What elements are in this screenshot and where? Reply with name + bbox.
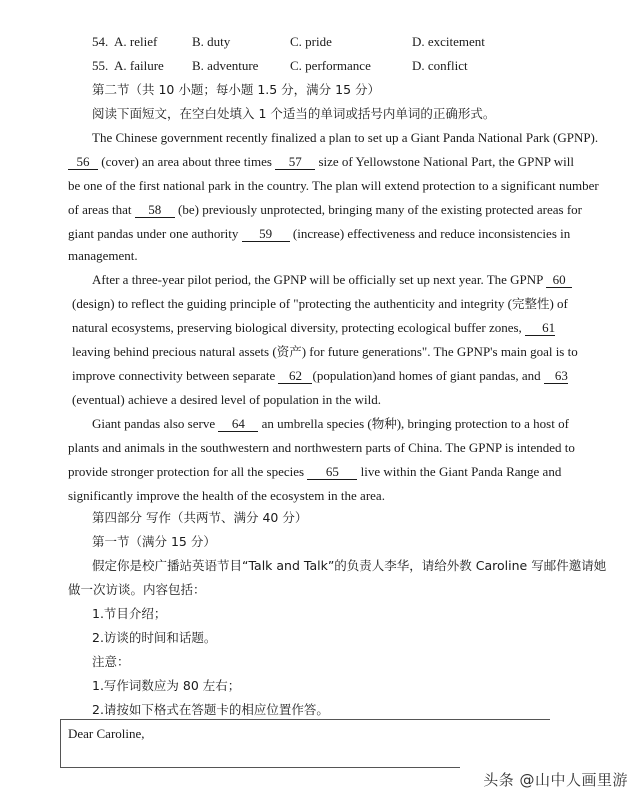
writing-task-line1: 假定你是校广播站英语节目“Talk and Talk”的负责人李华，请给外教 Caroline 写邮件邀请她 <box>92 558 607 573</box>
passage-p3-line2: plants and animals in the southwestern and northwestern parts of China. The GPNP is intended to <box>68 440 575 455</box>
writing-item-2: 2.访谈的时间和话题。 <box>92 630 217 645</box>
q54-option-b: B. duty <box>192 34 231 49</box>
passage-p3-line1: Giant pandas also serve 64 an umbrella species (物种), bringing protection to a host of <box>92 416 569 431</box>
watermark-text: 头条 @山中人画里游 <box>483 771 628 789</box>
passage-p2-line1: After a three-year pilot period, the GPNP will be officially set up next year. The GPNP 60 <box>92 270 572 290</box>
passage-p2-line3: natural ecosystems, preserving biological diversity, protecting ecological buffer zones, 61 <box>72 320 556 335</box>
writing-task-line2: 做一次访谈。内容包括： <box>68 582 206 597</box>
q55-option-b: B. adventure <box>192 58 259 73</box>
passage-p1-line1: The Chinese government recently finalized a plan to set up a Giant Panda National Park (GPNP). <box>92 130 599 145</box>
answer-box-top-border <box>60 719 550 720</box>
q55-option-a: A. failure <box>114 58 164 73</box>
writing-note-2: 2.请按如下格式在答题卡的相应位置作答。 <box>92 702 329 717</box>
blank-58[interactable]: 58 <box>135 202 175 218</box>
passage-p2-line5: improve connectivity between separate 62 (population)and homes of giant pandas, and 63 <box>72 368 568 383</box>
blank-60[interactable]: 60 <box>546 272 572 288</box>
passage-p1-line6: management. <box>68 248 138 263</box>
blank-62[interactable]: 62 <box>278 368 312 384</box>
answer-box-left-border <box>60 719 61 767</box>
passage-p2-line6: (eventual) achieve a desired level of population in the wild. <box>72 392 381 407</box>
part-4-heading: 第四部分 写作（共两节、满分 40 分） <box>92 510 308 525</box>
passage-p2-line2: (design) to reflect the guiding principle of "protecting the authenticity and integrity (完整性) of <box>72 296 568 311</box>
writing-item-1: 1.节目介绍； <box>92 606 167 621</box>
q54-number: 54. <box>92 34 109 49</box>
email-greeting: Dear Caroline, <box>68 726 145 741</box>
answer-box-bottom-border <box>60 767 460 768</box>
section-2-heading: 第二节（共 10 小题；每小题 1.5 分，满分 15 分） <box>92 82 381 97</box>
q55-option-d: D. conflict <box>412 58 468 73</box>
passage-p3-line3: provide stronger protection for all the species 65 live within the Giant Panda Range and <box>68 464 562 479</box>
passage-p1-line3: be one of the first national park in the country. The plan will extend protection to a significant number <box>68 178 599 193</box>
q54-option-d: D. excitement <box>412 34 485 49</box>
blank-61[interactable]: 61 <box>525 320 555 336</box>
section-2-instruction: 阅读下面短文，在空白处填入 1 个适当的单词或括号内单词的正确形式。 <box>92 106 496 121</box>
blank-56[interactable]: 56 <box>68 154 98 170</box>
q54-option-c: C. pride <box>290 34 332 49</box>
blank-59[interactable]: 59 <box>242 226 290 242</box>
q54-option-a: A. relief <box>114 34 158 49</box>
writing-note: 注意： <box>92 654 130 669</box>
blank-65[interactable]: 65 <box>307 464 357 480</box>
blank-57[interactable]: 57 <box>275 154 315 170</box>
passage-p2-line4: leaving behind precious natural assets (资产) for future generations". The GPNP's main goal is to <box>72 344 578 359</box>
q55-option-c: C. performance <box>290 58 371 73</box>
passage-p1-line4: of areas that 58 (be) previously unprotected, bringing many of the existing protected areas for <box>68 202 582 217</box>
passage-p1-line5: giant pandas under one authority 59 (increase) effectiveness and reduce inconsistencies in <box>68 226 571 241</box>
q55-number: 55. <box>92 58 109 73</box>
blank-64[interactable]: 64 <box>218 416 258 432</box>
part-4-section-1: 第一节（满分 15 分） <box>92 534 216 549</box>
passage-p3-line4: significantly improve the health of the ecosystem in the area. <box>68 488 385 503</box>
writing-note-1: 1.写作词数应为 80 左右； <box>92 678 241 693</box>
blank-63[interactable]: 63 <box>544 368 568 384</box>
passage-p1-line2: 56 (cover) an area about three times 57 size of Yellowstone National Part, the GPNP will <box>68 152 574 172</box>
